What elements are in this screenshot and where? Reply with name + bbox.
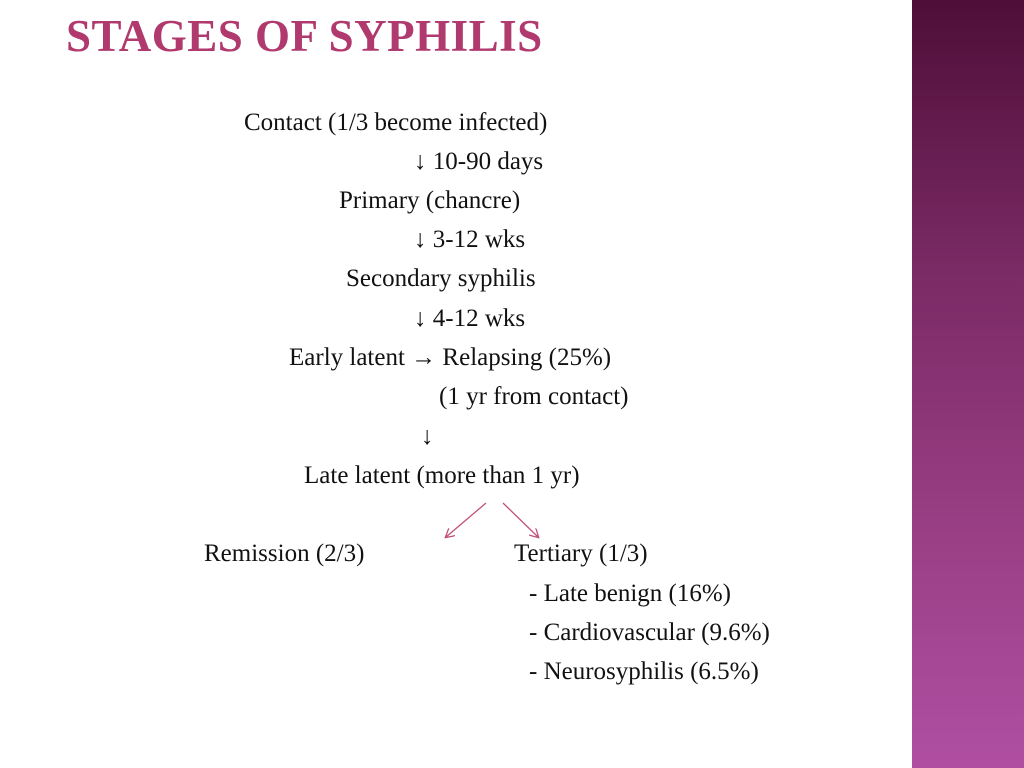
outcome-tertiary: Tertiary (1/3): [514, 540, 648, 567]
stage-contact: Contact (1/3 become infected): [244, 109, 548, 136]
interval-contact-to-primary: ↓ 10-90 days: [414, 148, 544, 175]
outcome-remission: Remission (2/3): [204, 540, 365, 567]
tertiary-late-benign: - Late benign (16%): [529, 580, 732, 607]
stage-secondary: Secondary syphilis: [346, 265, 536, 292]
slide-title: STAGES OF SYPHILIS: [66, 11, 543, 61]
stage-early-latent: Early latent → Relapsing (25%): [289, 344, 612, 371]
tertiary-cardiovascular: - Cardiovascular (9.6%): [529, 619, 770, 646]
branch-arrow-remission: [446, 503, 486, 537]
interval-primary-to-secondary: ↓ 3-12 wks: [414, 226, 526, 253]
early-latent-note: (1 yr from contact): [439, 383, 629, 410]
branch-arrow-tertiary: [503, 503, 538, 537]
tertiary-neurosyphilis: - Neurosyphilis (6.5%): [529, 658, 759, 685]
stage-late-latent: Late latent (more than 1 yr): [304, 462, 580, 489]
stage-primary: Primary (chancre): [339, 187, 521, 214]
arrow-to-late-latent: ↓: [421, 423, 434, 450]
interval-secondary-to-early-latent: ↓ 4-12 wks: [414, 305, 526, 332]
